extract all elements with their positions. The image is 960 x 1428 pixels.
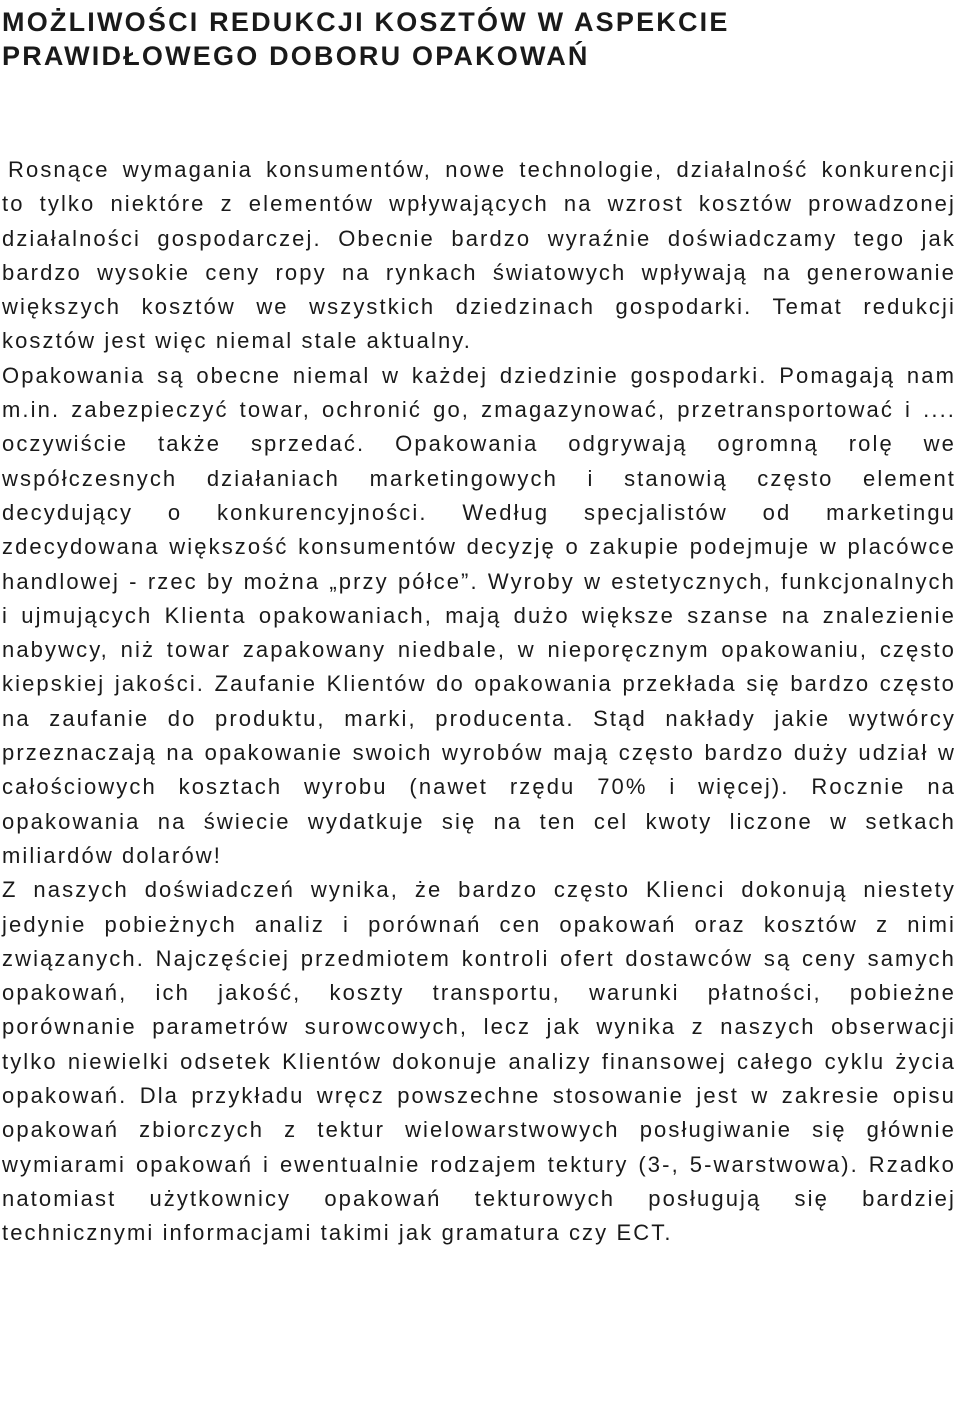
paragraph-client-analysis: Z naszych doświadczeń wynika, że bardzo często Klienci dokonują niestety jedynie pobieżnych analiz i porównań cen opakowań oraz kosztów z nimi związanych. Najczęściej przedmiotem kontroli ofert dostawców są ceny samych opakowań, ich jakość, koszty transportu, warunki płatności, pobieżne porównanie parametrów surowcowych, lecz jak wynika z naszych obserwacji tylko niewielki odsetek Klientów dokonuje analizy finansowej całego cyklu życia opakowań. Dla przykładu wręcz powszechne stosowanie jest w zakresie opisu opakowań zbiorczych z tektur wielowarstwowych posługiwanie się głównie wymiarami opakowań i ewentualnie rodzajem tektury (3-, 5-warstwowa). Rzadko natomiast użytkownicy opakowań tekturowych posługują się bardziej technicznymi informacjami takimi jak gramatura czy ECT. <box>2 877 956 1246</box>
paragraph-intro: Rosnące wymagania konsumentów, nowe technologie, działalność konkurencji to tylko niektóre z elementów wpływających na wzrost kosztów prowadzonej działalności gospodarczej. Obecnie bardzo wyraźnie doświadczamy tego jak bardzo wysokie ceny ropy na rynkach światowych wpływają na generowanie większych kosztów we wszystkich dziedzinach gospodarki. Temat redukcji kosztów jest więc niemal stale aktualny. <box>2 157 956 354</box>
paragraph-packaging-role: Opakowania są obecne niemal w każdej dziedzinie gospodarki. Pomagają nam m.in. zabezpieczyć towar, ochronić go, zmagazynować, przetransportować i .... oczywiście także sprzedać. Opakowania odgrywają ogromną rolę we współczesnych działaniach marketingowych i stanowią często element decydujący o konkurencyjności. Według specjalistów od marketingu zdecydowana większość konsumentów decyzję o zakupie podejmuje w placówce handlowej - rzec by można „przy półce”. Wyroby w estetycznych, funkcjonalnych i ujmujących Klienta opakowaniach, mają dużo większe szanse na znalezienie nabywcy, niż towar zapakowany niedbale, w nieporęcznym opakowaniu, często kiepskiej jakości. Zaufanie Klientów do opakowania przekłada się bardzo często na zaufanie do produktu, marki, producenta. Stąd nakłady jakie wytwórcy przeznaczają na opakowanie swoich wyrobów mają często bardzo duży udział w całościowych kosztach wyrobu (nawet rzędu 70% i więcej). Rocznie na opakowania na świecie wydatkuje się na ten cel kwoty liczone w setkach miliardów dolarów! <box>2 362 956 868</box>
document-title <box>2 0 956 73</box>
title-line-1: MOŻLIWOŚCI REDUKCJI KOSZTÓW W ASPEKCIE <box>2 7 730 37</box>
document-body <box>2 153 956 1251</box>
title-line-2: PRAWIDŁOWEGO DOBORU OPAKOWAŃ <box>2 41 590 71</box>
